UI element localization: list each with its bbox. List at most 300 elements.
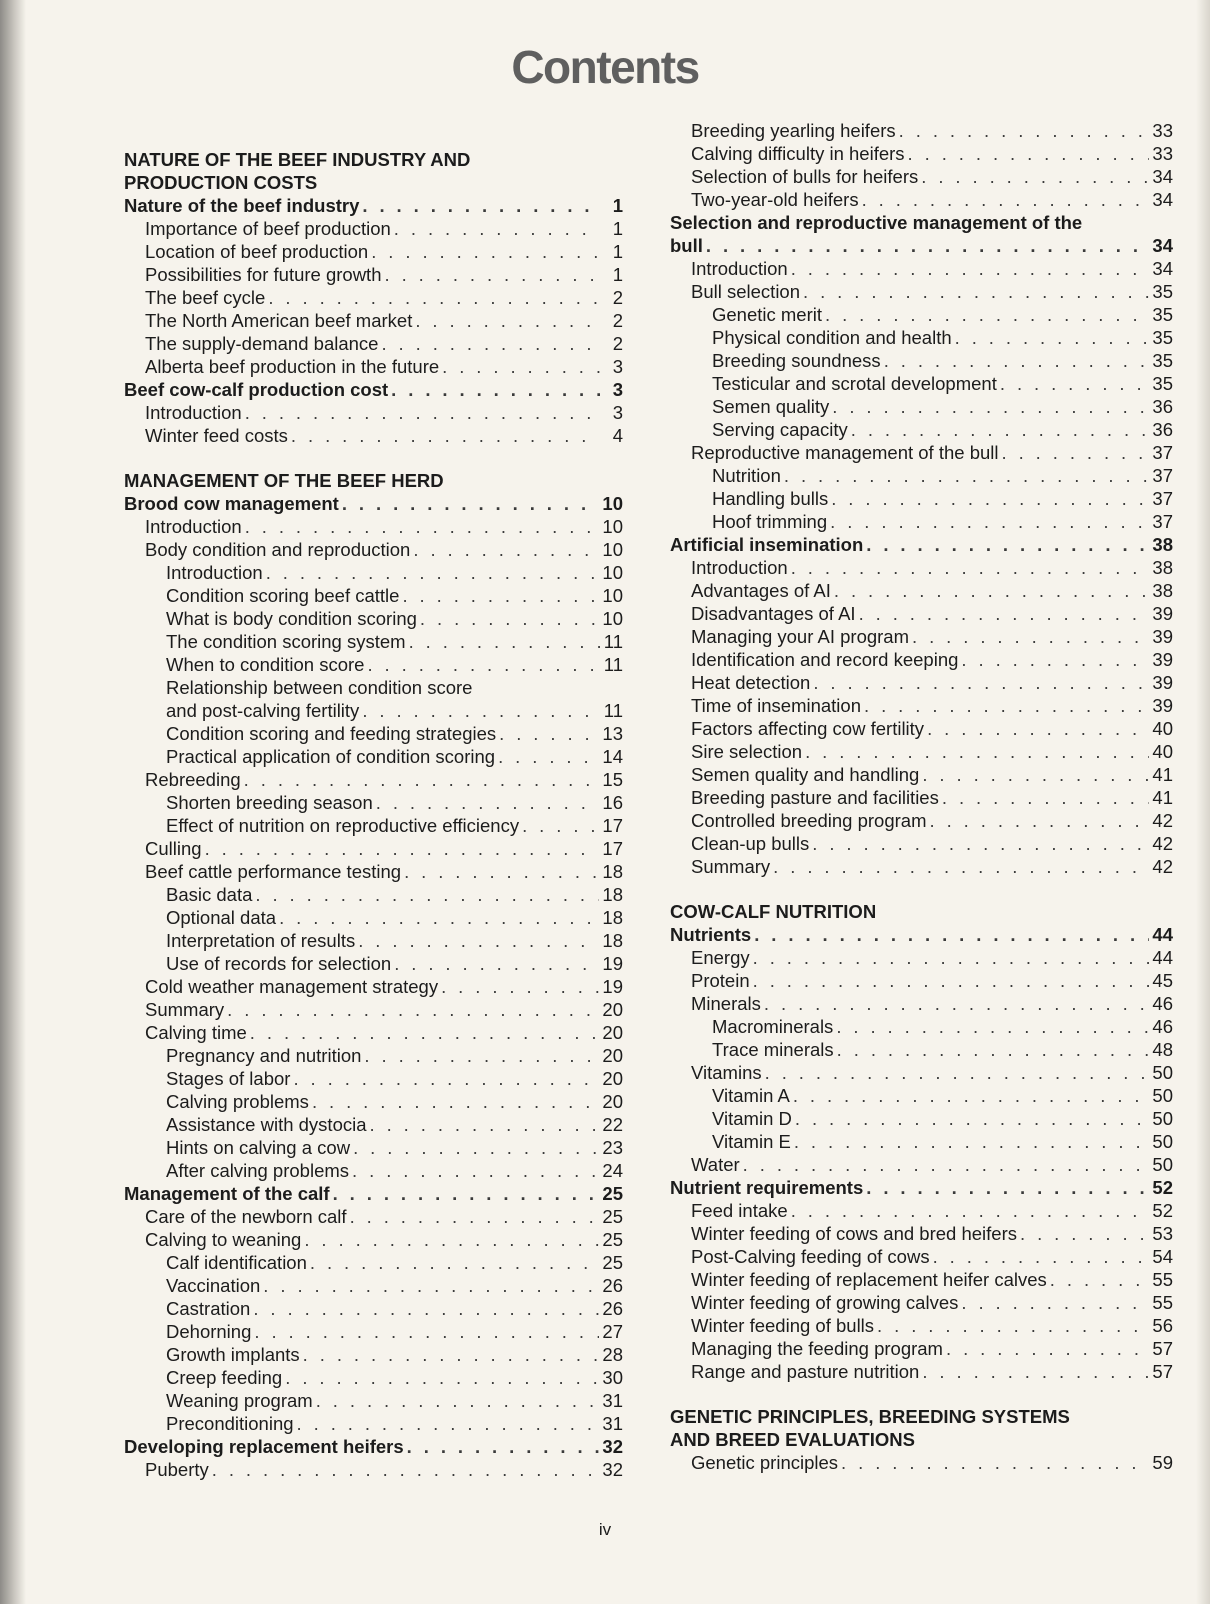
toc-entry-label: Time of insemination xyxy=(691,695,861,716)
toc-entry[interactable] xyxy=(670,441,1173,464)
toc-page-number: 2 xyxy=(612,333,623,354)
dot-leader xyxy=(830,510,1149,533)
toc-entry[interactable] xyxy=(124,401,623,424)
toc-entry[interactable] xyxy=(670,395,1173,418)
toc-page-number: 32 xyxy=(602,1436,623,1457)
toc-entry[interactable] xyxy=(124,1412,623,1435)
dot-leader xyxy=(364,1044,599,1067)
toc-entry[interactable] xyxy=(124,952,623,975)
toc-entry-label: Controlled breeding program xyxy=(691,810,927,831)
toc-page-number: 20 xyxy=(602,1068,623,1089)
toc-entry-label: Culling xyxy=(145,838,202,859)
toc-entry-label: Brood cow management xyxy=(124,493,339,514)
toc-entry[interactable] xyxy=(124,1021,623,1044)
toc-entry[interactable] xyxy=(124,515,623,538)
toc-entry[interactable] xyxy=(670,1061,1173,1084)
section-heading: AND BREED EVALUATIONS xyxy=(670,1429,915,1450)
toc-page-number: 35 xyxy=(1152,281,1173,302)
toc-entry[interactable] xyxy=(124,1044,623,1067)
section-heading: PRODUCTION COSTS xyxy=(124,172,318,193)
toc-entry-label: Importance of beef production xyxy=(145,218,391,239)
dot-leader xyxy=(837,1038,1150,1061)
toc-entry-label: and post-calving fertility xyxy=(166,700,360,721)
toc-entry[interactable] xyxy=(670,165,1173,188)
toc-entry-label: Range and pasture nutrition xyxy=(691,1361,920,1382)
toc-chapter-entry[interactable] xyxy=(124,1435,623,1458)
toc-entry-label: Disadvantages of AI xyxy=(691,603,856,624)
toc-entry-label: Practical application of condition scoring xyxy=(166,746,496,767)
toc-entry[interactable] xyxy=(670,671,1173,694)
toc-page-number: 11 xyxy=(603,700,623,721)
toc-page-number: 10 xyxy=(602,562,623,583)
dot-leader xyxy=(304,1228,599,1251)
toc-entry[interactable] xyxy=(124,653,623,676)
toc-entry-label: Introduction xyxy=(691,557,788,578)
page-title: Contents xyxy=(511,41,699,93)
toc-entry[interactable] xyxy=(124,1343,623,1366)
toc-page-number: 26 xyxy=(602,1275,623,1296)
dot-leader xyxy=(908,142,1150,165)
toc-entry-label: Breeding yearling heifers xyxy=(691,120,896,141)
toc-entry-label: Assistance with dystocia xyxy=(166,1114,367,1135)
toc-entry-label: Possibilities for future growth xyxy=(145,264,382,285)
toc-entry[interactable] xyxy=(124,1320,623,1343)
toc-entry-label: Introduction xyxy=(145,516,242,537)
toc-entry-label: Puberty xyxy=(145,1459,209,1480)
dot-leader xyxy=(442,355,600,378)
dot-leader xyxy=(803,280,1149,303)
toc-entry[interactable] xyxy=(124,699,623,722)
dot-leader xyxy=(441,975,599,998)
dot-leader xyxy=(279,906,599,929)
toc-entry-label: bull xyxy=(670,235,703,256)
toc-entry[interactable] xyxy=(670,648,1173,671)
toc-entry[interactable] xyxy=(124,1366,623,1389)
toc-entry[interactable] xyxy=(670,786,1173,809)
toc-entry[interactable] xyxy=(670,1084,1173,1107)
toc-page-number: 37 xyxy=(1152,442,1173,463)
dot-leader xyxy=(367,653,600,676)
toc-page-number: 42 xyxy=(1152,810,1173,831)
toc-chapter-entry[interactable] xyxy=(124,492,623,515)
section-gap xyxy=(124,447,623,469)
toc-page-number: 37 xyxy=(1152,488,1173,509)
toc-page-number: 20 xyxy=(602,1045,623,1066)
dot-leader xyxy=(303,1343,600,1366)
toc-entry-label: Calving problems xyxy=(166,1091,309,1112)
toc-entry[interactable] xyxy=(124,929,623,952)
dot-leader xyxy=(250,1021,600,1044)
toc-page-number: 57 xyxy=(1152,1361,1173,1382)
toc-entry[interactable] xyxy=(124,1228,623,1251)
dot-leader xyxy=(1002,441,1150,464)
dot-leader xyxy=(402,584,599,607)
toc-page-number: 1 xyxy=(612,241,623,262)
toc-page-number: 25 xyxy=(602,1206,623,1227)
toc-entry-label: Introduction xyxy=(145,402,242,423)
toc-page-number: 33 xyxy=(1152,143,1173,164)
dot-leader xyxy=(312,1090,599,1113)
toc-entry[interactable] xyxy=(124,561,623,584)
toc-entry[interactable] xyxy=(124,1458,623,1481)
dot-leader xyxy=(836,1015,1149,1038)
toc-entry[interactable] xyxy=(670,464,1173,487)
toc-entry-label: Summary xyxy=(691,856,771,877)
toc-entry[interactable] xyxy=(670,625,1173,648)
toc-page-number: 18 xyxy=(602,930,623,951)
toc-entry[interactable] xyxy=(670,510,1173,533)
toc-entry-label: Nutrient requirements xyxy=(670,1177,864,1198)
toc-entry[interactable] xyxy=(670,1015,1173,1038)
toc-page-number: 20 xyxy=(602,1091,623,1112)
toc-entry-label: Calving time xyxy=(145,1022,247,1043)
toc-entry-label: Beef cow-calf production cost xyxy=(124,379,389,400)
toc-entry[interactable] xyxy=(670,832,1173,855)
toc-chapter-entry[interactable] xyxy=(124,1182,623,1205)
toc-entry[interactable] xyxy=(670,763,1173,786)
toc-page-number: 34 xyxy=(1152,166,1173,187)
toc-entry-label: Calf identification xyxy=(166,1252,307,1273)
dot-leader xyxy=(877,1314,1149,1337)
toc-page-number: 48 xyxy=(1152,1039,1173,1060)
dot-leader xyxy=(930,809,1150,832)
dot-leader xyxy=(921,165,1149,188)
dot-leader xyxy=(834,579,1150,602)
toc-entry[interactable] xyxy=(124,332,623,355)
toc-entry[interactable] xyxy=(124,309,623,332)
dot-leader xyxy=(927,717,1149,740)
toc-page-number: 35 xyxy=(1152,304,1173,325)
toc-entry[interactable] xyxy=(124,1274,623,1297)
toc-entry-label: Beef cattle performance testing xyxy=(145,861,402,882)
toc-entry-label: Post-Calving feeding of cows xyxy=(691,1246,930,1267)
dot-leader xyxy=(795,1107,1150,1130)
toc-entry[interactable] xyxy=(670,349,1173,372)
toc-entry[interactable] xyxy=(124,1136,623,1159)
toc-entry-label: Calving difficulty in heifers xyxy=(691,143,905,164)
dot-leader xyxy=(706,234,1150,257)
toc-page-number: 31 xyxy=(602,1390,623,1411)
toc-chapter-entry[interactable] xyxy=(670,234,1173,257)
toc-entry[interactable] xyxy=(670,1130,1173,1153)
dot-leader xyxy=(922,1360,1149,1383)
dot-leader xyxy=(310,1251,600,1274)
dot-leader xyxy=(864,694,1149,717)
toc-entry-label: Genetic principles xyxy=(691,1452,839,1473)
toc-entry[interactable] xyxy=(124,1389,623,1412)
toc-entry[interactable] xyxy=(124,768,623,791)
toc-entry-label: Semen quality and handling xyxy=(691,764,920,785)
dot-leader xyxy=(942,786,1150,809)
toc-entry[interactable] xyxy=(124,883,623,906)
toc-entry[interactable] xyxy=(670,855,1173,878)
toc-entry-label: Winter feeding of cows and bred heifers xyxy=(691,1223,1017,1244)
dot-leader xyxy=(754,923,1149,946)
toc-entry[interactable] xyxy=(670,694,1173,717)
toc-entry[interactable] xyxy=(670,257,1173,280)
toc-entry[interactable] xyxy=(124,906,623,929)
dot-leader xyxy=(784,464,1150,487)
dot-leader xyxy=(362,194,600,217)
toc-page-number: 42 xyxy=(1152,833,1173,854)
toc-page-number: 55 xyxy=(1152,1269,1173,1290)
section-gap xyxy=(670,878,1173,900)
toc-entry[interactable] xyxy=(670,740,1173,763)
toc-entry[interactable] xyxy=(670,992,1173,1015)
toc-page-number: 19 xyxy=(602,953,623,974)
dot-leader xyxy=(285,1366,599,1389)
toc-entry[interactable] xyxy=(124,860,623,883)
toc-page-number: 2 xyxy=(612,287,623,308)
dot-leader xyxy=(245,515,600,538)
toc-entry[interactable] xyxy=(670,418,1173,441)
toc-entry-label: Reproductive management of the bull xyxy=(691,442,999,463)
toc-page-number: 16 xyxy=(602,792,623,813)
dot-leader xyxy=(743,1153,1150,1176)
dot-leader xyxy=(420,607,600,630)
toc-entry[interactable] xyxy=(670,303,1173,326)
toc-entry[interactable] xyxy=(124,998,623,1021)
toc-entry[interactable] xyxy=(670,326,1173,349)
dot-leader xyxy=(227,998,599,1021)
toc-entry[interactable] xyxy=(124,355,623,378)
toc-entry-label: Winter feeding of bulls xyxy=(691,1315,875,1336)
toc-entry[interactable] xyxy=(124,1067,623,1090)
toc-entry-label: Hoof trimming xyxy=(712,511,828,532)
toc-entry[interactable] xyxy=(124,607,623,630)
toc-page-number: 14 xyxy=(602,746,623,767)
toc-entry[interactable] xyxy=(124,1159,623,1182)
dot-leader xyxy=(342,492,600,515)
toc-page-number: 30 xyxy=(602,1367,623,1388)
toc-entry[interactable] xyxy=(670,969,1173,992)
toc-entry[interactable] xyxy=(670,1291,1173,1314)
toc-entry[interactable] xyxy=(670,119,1173,142)
toc-chapter-entry[interactable] xyxy=(670,1176,1173,1199)
toc-page-number: 34 xyxy=(1152,189,1173,210)
dot-leader xyxy=(212,1458,600,1481)
toc-chapter-entry[interactable] xyxy=(124,378,623,401)
dot-leader xyxy=(791,556,1150,579)
toc-entry[interactable] xyxy=(670,1199,1173,1222)
toc-entry-label: Body condition and reproduction xyxy=(145,539,411,560)
dot-leader xyxy=(353,1136,599,1159)
toc-entry-label: Optional data xyxy=(166,907,277,928)
toc-right-column xyxy=(670,119,1173,1474)
dot-leader xyxy=(1020,1222,1149,1245)
toc-entry[interactable] xyxy=(670,188,1173,211)
toc-entry-label: Managing your AI program xyxy=(691,626,910,647)
dot-leader xyxy=(352,1159,599,1182)
toc-page-number: 18 xyxy=(602,907,623,928)
toc-entry-label: Introduction xyxy=(166,562,263,583)
toc-entry-label: Feed intake xyxy=(691,1200,788,1221)
toc-entry-label: Selection of bulls for heifers xyxy=(691,166,919,187)
toc-entry[interactable] xyxy=(670,1245,1173,1268)
toc-page-number: 18 xyxy=(602,884,623,905)
toc-chapter-entry[interactable] xyxy=(670,211,1173,234)
toc-chapter-entry[interactable] xyxy=(670,533,1173,556)
toc-entry[interactable] xyxy=(670,717,1173,740)
toc-entry[interactable] xyxy=(670,1038,1173,1061)
toc-entry-label: Genetic merit xyxy=(712,304,823,325)
toc-entry-label: What is body condition scoring xyxy=(166,608,417,629)
toc-entry[interactable] xyxy=(124,217,623,240)
dot-leader xyxy=(753,946,1150,969)
toc-page-number: 46 xyxy=(1152,1016,1173,1037)
toc-entry-label: Trace minerals xyxy=(712,1039,834,1060)
toc-entry-label: Sire selection xyxy=(691,741,803,762)
toc-entry-label: Winter feeding of growing calves xyxy=(691,1292,959,1313)
dot-leader xyxy=(371,240,600,263)
toc-entry[interactable] xyxy=(670,487,1173,510)
toc-page-number: 10 xyxy=(602,539,623,560)
toc-entry-label: Dehorning xyxy=(166,1321,252,1342)
toc-entry-label: Management of the calf xyxy=(124,1183,330,1204)
toc-entry[interactable] xyxy=(670,1451,1173,1474)
toc-chapter-entry[interactable] xyxy=(124,194,623,217)
toc-entry-label: Protein xyxy=(691,970,750,991)
dot-leader xyxy=(358,929,599,952)
toc-entry[interactable] xyxy=(670,372,1173,395)
dot-leader xyxy=(813,671,1149,694)
toc-entry[interactable] xyxy=(124,1113,623,1136)
dot-leader xyxy=(859,602,1150,625)
toc-entry-label: Condition scoring and feeding strategies xyxy=(166,723,497,744)
toc-entry-label: Location of beef production xyxy=(145,241,369,262)
dot-leader xyxy=(350,1205,600,1228)
toc-entry[interactable] xyxy=(124,286,623,309)
toc-page-number: 50 xyxy=(1152,1062,1173,1083)
toc-entry[interactable] xyxy=(124,722,623,745)
toc-page-number: 54 xyxy=(1152,1246,1173,1267)
toc-entry[interactable] xyxy=(670,1360,1173,1383)
toc-entry[interactable] xyxy=(670,1222,1173,1245)
toc-entry-label: Vitamins xyxy=(691,1062,762,1083)
toc-entry[interactable] xyxy=(670,579,1173,602)
toc-entry[interactable] xyxy=(124,584,623,607)
toc-page-number: 50 xyxy=(1152,1108,1173,1129)
dot-leader xyxy=(933,1245,1150,1268)
toc-entry-label: Vitamin D xyxy=(712,1108,792,1129)
toc-entry[interactable] xyxy=(124,1205,623,1228)
toc-entry-label: Winter feeding of replacement heifer calves xyxy=(691,1269,1047,1290)
dot-leader xyxy=(245,401,600,424)
toc-entry[interactable] xyxy=(124,240,623,263)
toc-entry[interactable] xyxy=(670,809,1173,832)
section-heading: MANAGEMENT OF THE BEEF HERD xyxy=(124,470,444,491)
dot-leader xyxy=(498,745,599,768)
toc-entry-label: Minerals xyxy=(691,993,761,1014)
toc-entry-label: Shorten breeding season xyxy=(166,792,373,813)
toc-page-number: 27 xyxy=(602,1321,623,1342)
toc-entry[interactable] xyxy=(670,556,1173,579)
dot-leader xyxy=(293,1067,599,1090)
dot-leader xyxy=(831,487,1149,510)
toc-page-number: 38 xyxy=(1152,557,1173,578)
toc-entry[interactable] xyxy=(124,745,623,768)
toc-entry-label: Factors affecting cow fertility xyxy=(691,718,925,739)
toc-page-number: 20 xyxy=(602,999,623,1020)
toc-entry[interactable] xyxy=(670,1153,1173,1176)
toc-entry[interactable] xyxy=(124,630,623,653)
toc-chapter-entry[interactable] xyxy=(670,923,1173,946)
dot-leader xyxy=(862,188,1150,211)
toc-page-number: 25 xyxy=(602,1252,623,1273)
toc-entry-label: Nutrition xyxy=(712,465,781,486)
section-heading: NATURE OF THE BEEF INDUSTRY AND xyxy=(124,149,471,170)
toc-entry-label: Artificial insemination xyxy=(670,534,864,555)
section-heading: COW-CALF NUTRITION xyxy=(670,901,877,922)
toc-entry[interactable] xyxy=(670,602,1173,625)
toc-entry[interactable] xyxy=(124,676,623,699)
toc-entry-label: The supply-demand balance xyxy=(145,333,379,354)
toc-page-number: 35 xyxy=(1152,350,1173,371)
toc-page-number: 38 xyxy=(1152,534,1173,555)
toc-entry-label: Heat detection xyxy=(691,672,811,693)
toc-entry-label: Condition scoring beef cattle xyxy=(166,585,400,606)
toc-entry[interactable] xyxy=(124,814,623,837)
toc-entry[interactable] xyxy=(670,1107,1173,1130)
toc-entry[interactable] xyxy=(124,263,623,286)
toc-page-number: 31 xyxy=(602,1413,623,1434)
toc-page-number: 38 xyxy=(1152,580,1173,601)
dot-leader xyxy=(841,1451,1149,1474)
toc-entry-label: When to condition score xyxy=(166,654,365,675)
dot-leader xyxy=(333,1182,600,1205)
dot-leader xyxy=(884,349,1150,372)
toc-page-number: 1 xyxy=(612,264,623,285)
toc-entry-label: Castration xyxy=(166,1298,251,1319)
toc-page-number: 32 xyxy=(602,1459,623,1480)
toc-entry-label: After calving problems xyxy=(166,1160,350,1181)
toc-entry-label: Alberta beef production in the future xyxy=(145,356,440,377)
toc-page-number: 57 xyxy=(1152,1338,1173,1359)
toc-page-number: 18 xyxy=(602,861,623,882)
toc-entry-label: Nutrients xyxy=(670,924,752,945)
dot-leader xyxy=(791,257,1150,280)
toc-entry[interactable] xyxy=(124,975,623,998)
toc-entry[interactable] xyxy=(124,1297,623,1320)
toc-entry[interactable] xyxy=(670,1337,1173,1360)
toc-entry-label: Use of records for selection xyxy=(166,953,392,974)
toc-entry[interactable] xyxy=(124,1251,623,1274)
dot-leader xyxy=(899,119,1150,142)
toc-entry[interactable] xyxy=(670,1268,1173,1291)
toc-page-number: 25 xyxy=(602,1229,623,1250)
toc-entry[interactable] xyxy=(670,142,1173,165)
toc-entry[interactable] xyxy=(124,1090,623,1113)
toc-entry[interactable] xyxy=(124,424,623,447)
toc-entry[interactable] xyxy=(670,946,1173,969)
toc-entry-label: Developing replacement heifers xyxy=(124,1436,404,1457)
toc-page-number: 50 xyxy=(1152,1154,1173,1175)
toc-entry-label: Effect of nutrition on reproductive efficiency xyxy=(166,815,520,836)
toc-entry[interactable] xyxy=(124,538,623,561)
dot-leader xyxy=(263,1274,599,1297)
dot-leader xyxy=(394,217,600,240)
toc-entry-label: Energy xyxy=(691,947,750,968)
toc-entry-label: Vaccination xyxy=(166,1275,261,1296)
dot-leader xyxy=(376,791,600,814)
toc-entry[interactable] xyxy=(124,791,623,814)
toc-page-number: 40 xyxy=(1152,718,1173,739)
toc-page-number: 23 xyxy=(602,1137,623,1158)
dot-leader xyxy=(297,1412,600,1435)
toc-entry[interactable] xyxy=(670,1314,1173,1337)
toc-entry[interactable] xyxy=(670,280,1173,303)
toc-entry[interactable] xyxy=(124,837,623,860)
